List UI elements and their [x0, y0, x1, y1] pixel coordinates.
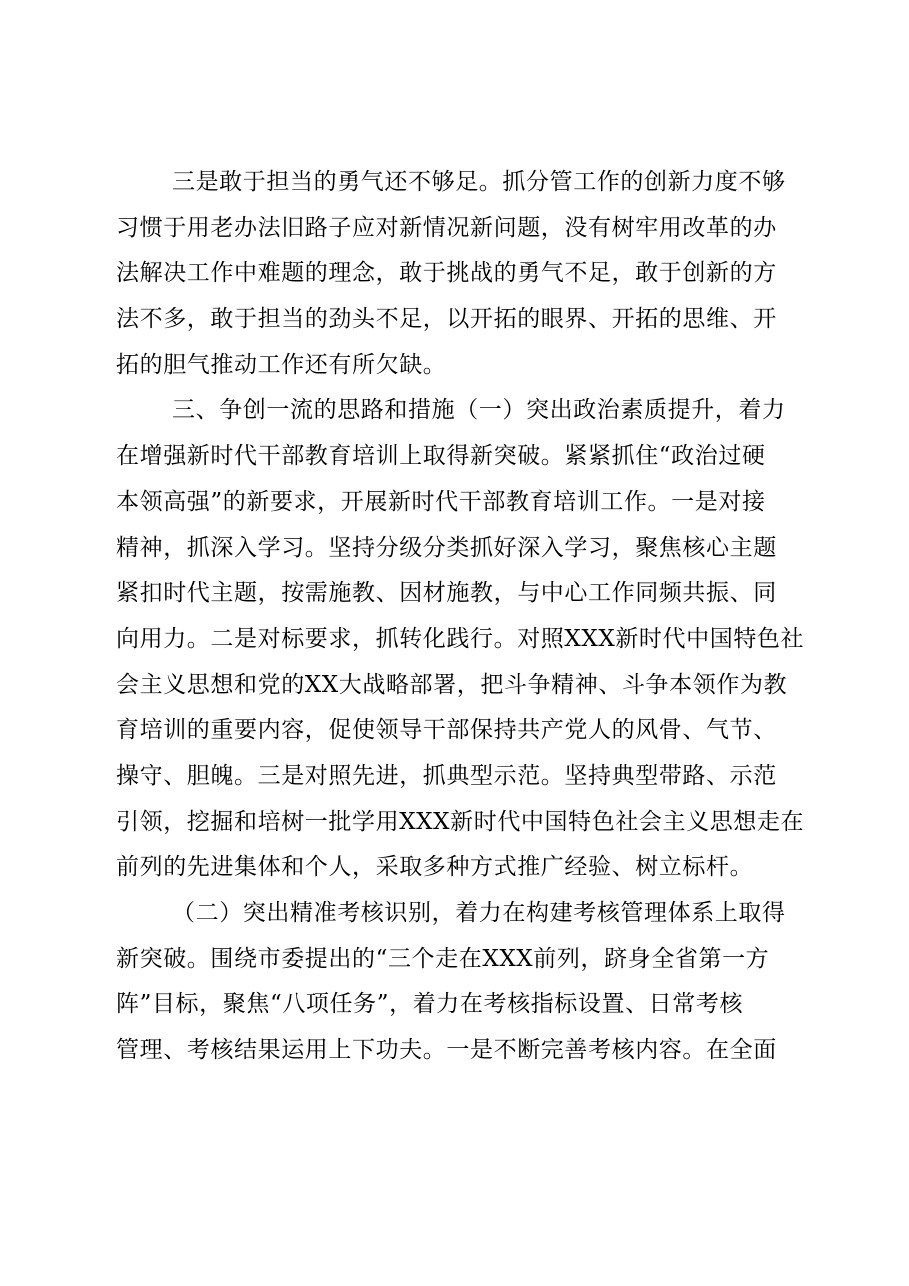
paragraph-line: 法不多，敢于担当的劲头不足，以开拓的眼界、开拓的思维、开	[116, 306, 777, 333]
paragraph-line: 法解决工作中难题的理念，敢于挑战的勇气不足，敢于创新的方	[116, 260, 777, 287]
paragraph-line: 新突破。围绕市委提出的“三个走在XXX前列，跻身全省第一方	[116, 945, 770, 972]
paragraph-line: 精神，抓深入学习。坚持分级分类抓好深入学习，聚焦核心主题	[116, 534, 777, 561]
paragraph-line: 三、争创一流的思路和措施（一）突出政治素质提升，着力	[172, 397, 786, 424]
paragraph-line: 三是敢于担当的勇气还不够足。抓分管工作的创新力度不够	[172, 169, 786, 195]
paragraph-line: 在增强新时代干部教育培训上取得新突破。紧紧抓住“政治过硬	[116, 443, 766, 470]
paragraph-line: （二）突出精准考核识别，着力在构建考核管理体系上取得	[172, 900, 786, 926]
paragraph-line: 引领，挖掘和培树一批学用XXX新时代中国特色社会主义思想走在	[116, 808, 805, 835]
paragraph-line: 紧扣时代主题，按需施教、因材施教，与中心工作同频共振、同	[116, 580, 777, 607]
paragraph-line: 向用力。二是对标要求，抓转化践行。对照XXX新时代中国特色社	[116, 625, 805, 652]
paragraph-line: 管理、考核结果运用上下功夫。一是不断完善考核内容。在全面	[116, 1037, 777, 1064]
paragraph-line: 会主义思想和党的XX大战略部署，把斗争精神、斗争本领作为教	[116, 671, 788, 698]
paragraph-line: 本领高强”的新要求，开展新时代干部教育培训工作。一是对接	[116, 488, 766, 515]
paragraph-line: 前列的先进集体和个人，采取多种方式推广经验、树立标杆。	[116, 854, 754, 881]
paragraph-line: 育培训的重要内容，促使领导干部保持共产党人的风骨、气节、	[116, 717, 777, 744]
document-body	[116, 160, 806, 1074]
paragraph-line: 阵”目标，聚焦“八项任务”，着力在考核指标设置、日常考核	[116, 991, 744, 1018]
paragraph-line: 拓的胆气推动工作还有所欠缺。	[116, 351, 447, 378]
paragraph-line: 操守、胆魄。三是对照先进，抓典型示范。坚持典型带路、示范	[116, 762, 777, 789]
paragraph-line: 习惯于用老办法旧路子应对新情况新问题，没有树牢用改革的办	[116, 214, 777, 241]
